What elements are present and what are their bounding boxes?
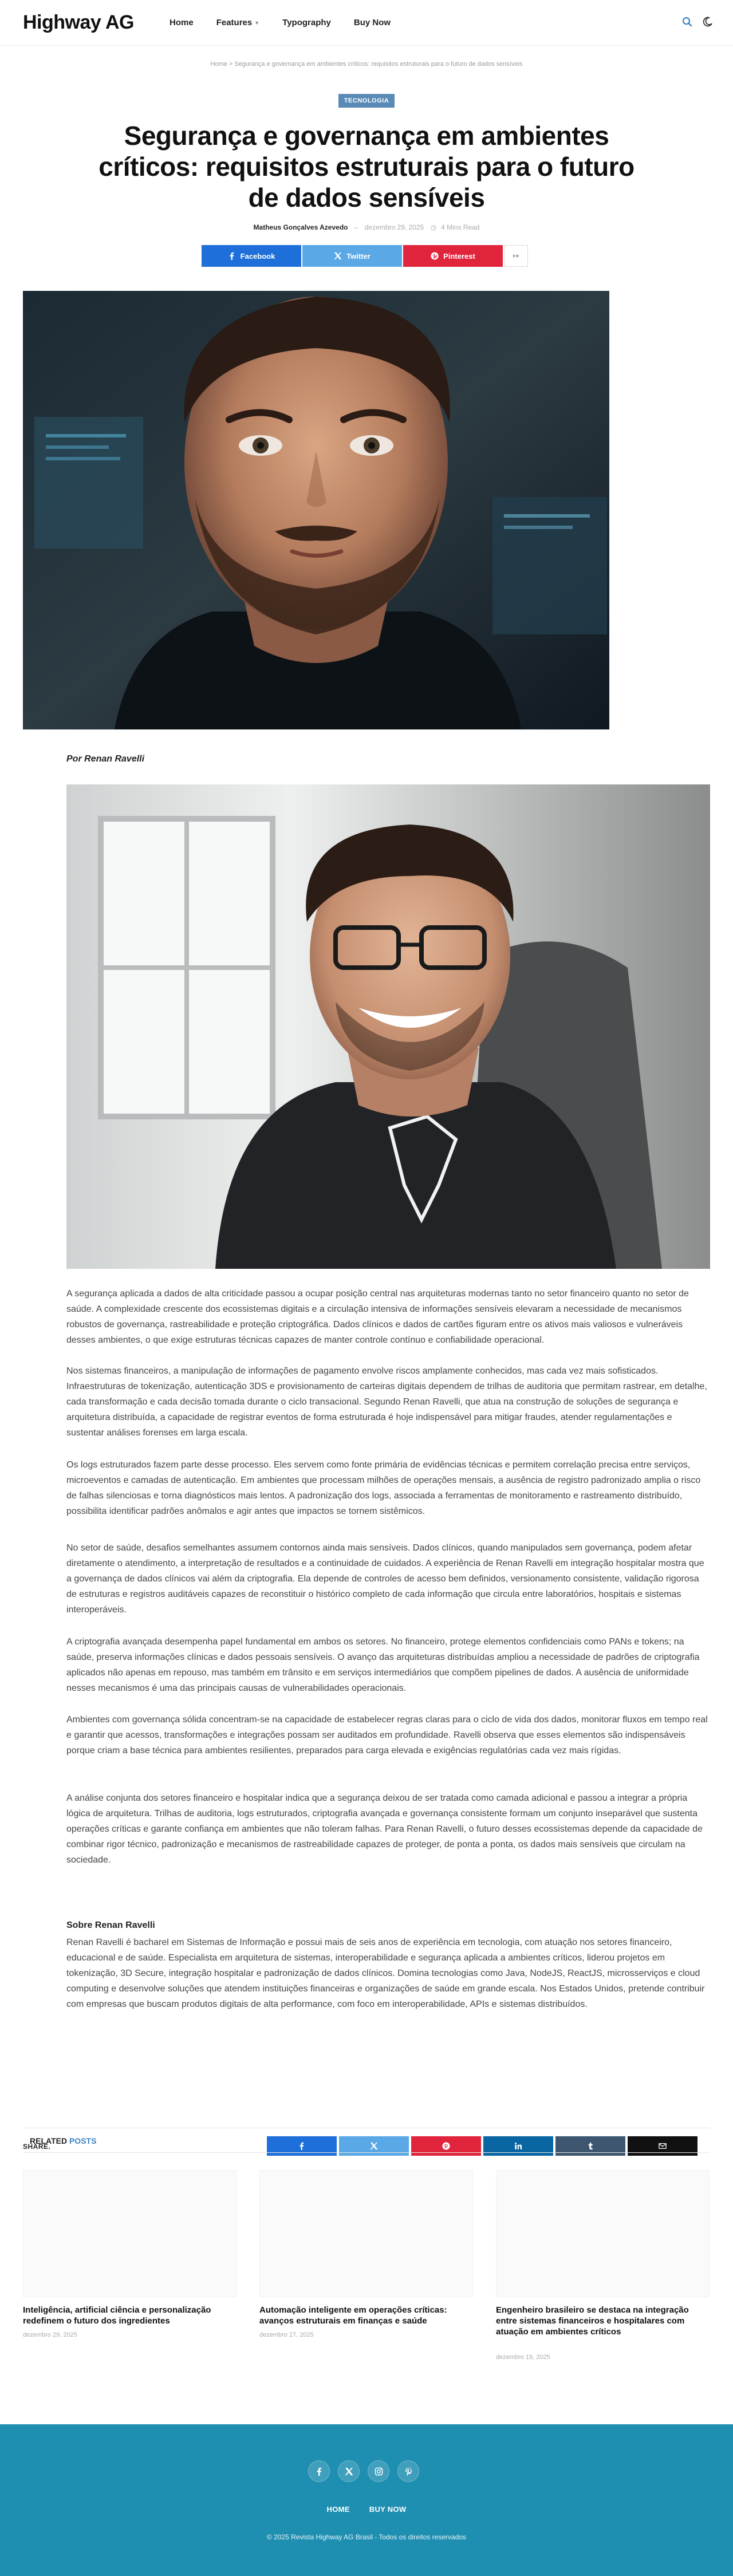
clock-icon: ◷ xyxy=(430,223,437,231)
footer-link-home[interactable]: HOME xyxy=(326,2505,350,2514)
hero-image xyxy=(23,291,609,729)
nav-features[interactable] xyxy=(216,18,259,27)
related-title-1[interactable]: Inteligência, artificial ciência e personalização redefinem o futuro dos ingredientes xyxy=(23,2305,211,2326)
footer-facebook-link[interactable] xyxy=(308,2460,330,2482)
nav-home[interactable]: Home xyxy=(170,18,194,27)
author-name[interactable]: Matheus Gonçalves Azevedo xyxy=(253,223,348,231)
nav-buy-now[interactable]: Buy Now xyxy=(353,18,391,27)
share-more-icon: ↦ xyxy=(513,251,519,260)
main-nav xyxy=(170,18,391,27)
footer-pinterest-link[interactable] xyxy=(397,2460,419,2482)
related-title-a: RELATED xyxy=(30,2136,68,2145)
pinterest-icon xyxy=(404,2467,413,2476)
share-twitter-label: Twitter xyxy=(346,251,371,261)
footer-links xyxy=(0,2505,733,2514)
facebook-icon xyxy=(228,252,236,260)
share-twitter-button[interactable] xyxy=(302,245,402,267)
article-paragraph-4: No setor de saúde, desafios semelhantes assumem contornos ainda mais sensíveis. Dados clínicos, quando manipulados sem governança, podem afetar diretamente o atendimento, a interpretação de resultados e a continuidade de cuidados. A experiência de Renan Ravelli em integração hospitalar mostra que a governança de dados clínicos vai além da criptografia. Ela depende de controles de acesso bem definidos, versionamento consistente, validação rigorosa de estruturas e registros auditáveis capazes de reconstituir o histórico completo de cada informação que circula entre laboratórios, hospitais e sistemas interoperáveis. xyxy=(66,1543,704,1615)
related-title-3[interactable]: Engenheiro brasileiro se destaca na integração entre sistemas financeiros e hospitalares com atuação em ambientes críticos xyxy=(496,2305,689,2337)
read-time: 4 Mins Read xyxy=(441,223,480,231)
article-paragraph-2: Nos sistemas financeiros, a manipulação de informações de pagamento envolve riscos amplamente conhecidos, mas cada vez mais sofisticados. Infraestruturas de tokenização, autenticação 3DS e provisionamento de carteiras digitais dependem de trilhas de auditoria que permitam rastrear, em detalhe, cada transformação e cada decisão tomada durante o ciclo transacional. Segundo Renan Ravelli, que atua na construção de soluções de segurança e arquitetura distribuída, a capacidade de registrar eventos de forma estruturada é hoje indispensável para mitigar fraudes, atender regulamentações e sustentar análises forenses em larga escala. xyxy=(66,1366,707,1438)
x-icon xyxy=(345,2467,353,2476)
nav-features-label: Features xyxy=(216,18,253,27)
instagram-icon xyxy=(375,2467,383,2476)
related-title-2[interactable]: Automação inteligente em operações críticas: avanços estruturais em finanças e saúde xyxy=(259,2305,447,2326)
share-facebook-button[interactable] xyxy=(202,245,301,267)
related-thumb-1[interactable] xyxy=(23,2170,237,2297)
related-date-2: dezembro 27, 2025 xyxy=(259,2332,314,2338)
nav-typography[interactable]: Typography xyxy=(282,18,331,27)
facebook-icon xyxy=(315,2467,324,2476)
about-title: Sobre Renan Ravelli xyxy=(66,1920,155,1930)
related-date-3: dezembro 19, 2025 xyxy=(496,2354,550,2361)
related-header xyxy=(23,2128,710,2153)
share-pinterest-label: Pinterest xyxy=(443,251,475,261)
about-text: Renan Ravelli é bacharel em Sistemas de Informação e possui mais de seis anos de experiência em tecnologia, com atuação nos setores financeiro, educacional e de saúde. Especialista em arquitetura de sistemas, interoperabilidade e segurança aplicada a ambientes críticos, liderou projetos em tokenização, 3D Secure, integração hospitalar e padronização de dados clínicos. Domina tecnologias como Java, NodeJS, ReactJS, microsserviços e cloud computing e desenvolve soluções que atendem instituições financeiras e organizações de saúde em grande escala. Nos Estados Unidos, pretende contribuir com empresas que buscam produtos digitais de alta performance, com foco em interoperabilidade, APIs e sistemas distribuídos. xyxy=(66,1938,705,2009)
site-footer xyxy=(0,2424,733,2576)
pinterest-icon xyxy=(431,252,439,260)
article-paragraph-5: A criptografia avançada desempenha papel fundamental em ambos os setores. No financeiro, protege elementos confidenciais como PANs e tokens; na saúde, preserva informações clínicas e dados pessoais sensíveis. O avanço das arquiteturas distribuídas ampliou a necessidade de padrões de criptografia aplicados não apenas em repouso, mas também em trânsito e em serviços intermediários que compõem pipelines de dados. A ausência de uniformidade nesses mecanismos é uma das principais causas de vulnerabilidades operacionais. xyxy=(66,1637,700,1693)
search-icon[interactable] xyxy=(681,16,693,27)
article-title: Segurança e governança em ambientes críticos: requisitos estruturais para o futuro de dados sensíveis xyxy=(98,121,635,212)
article-paragraph-3: Os logs estruturados fazem parte desse processo. Eles servem como fonte primária de evidências técnicas e permitem correlação precisa entre serviços, microeventos e camadas de autenticação. Em ambientes que processam milhões de operações mensais, a ausência de registro padronizado amplia o risco de falhas silenciosas e torna diagnósticos mais lentos. A padronização dos logs, associada a ferramentas de monitoramento e rastreamento distribuído, possibilita identificar padrões anômalos e agir antes que impactos se tornem sistêmicos. xyxy=(66,1460,701,1516)
article-paragraph-6: Ambientes com governança sólida concentram-se na capacidade de estabelecer regras claras para o ciclo de vida dos dados, monitorar fluxos em tempo real e garantir que acessos, transformações e integrações possam ser auditados em profundidade. Ravelli observa que esses elementos são indispensáveis porque criam a base técnica para ambientes resilientes, preparados para carga elevada e exigências regulatórias cada vez mais rígidas. xyxy=(66,1715,708,1756)
footer-x-link[interactable] xyxy=(338,2460,360,2482)
byline: Por Renan Ravelli xyxy=(66,754,145,764)
category-badge[interactable]: TECNOLOGIA xyxy=(338,94,395,108)
breadcrumb[interactable]: Home > Segurança e governança em ambientes críticos: requisitos estruturais para o futuro de dados sensíveis xyxy=(210,61,523,68)
article-date: dezembro 29, 2025 xyxy=(364,223,424,231)
share-facebook-label: Facebook xyxy=(240,251,275,261)
related-date-1: dezembro 29, 2025 xyxy=(23,2332,77,2338)
share-label: SHARE. xyxy=(23,2143,51,2151)
footer-instagram-link[interactable] xyxy=(368,2460,389,2482)
related-thumb-2[interactable] xyxy=(259,2170,473,2297)
chevron-down-icon: ▼ xyxy=(254,19,260,26)
meta-separator: – xyxy=(354,223,358,231)
author-photo-illustration xyxy=(66,784,710,1269)
portrait-illustration xyxy=(23,291,609,729)
site-logo[interactable]: Highway AG xyxy=(23,11,134,33)
article-paragraph-7: A análise conjunta dos setores financeiro e hospitalar indica que a segurança deixou de ser tratada como camada adicional e passou a integrar a própria lógica de arquitetura. Trilhas de auditoria, logs estruturados, criptografia avançada e governança consistente formam um conjunto inseparável que sustenta operações críticas e garante confiança em ambientes que não toleram falhas. Para Renan Ravelli, o futuro desses ecossistemas depende da capacidade de combinar rigor técnico, padronização e mecanismos de rastreabilidade capazes de proteger, de ponta a ponta, os dados mais sensíveis que circulam na sociedade. xyxy=(66,1793,703,1865)
related-title xyxy=(30,2136,96,2145)
author-photo xyxy=(66,784,710,1269)
x-icon xyxy=(334,252,342,260)
article-meta xyxy=(0,223,733,231)
share-bar-top xyxy=(202,245,528,267)
footer-social xyxy=(308,2460,419,2482)
dark-mode-icon[interactable] xyxy=(702,16,714,27)
footer-link-buy-now[interactable]: BUY NOW xyxy=(369,2505,407,2514)
share-more-button[interactable] xyxy=(504,245,528,267)
share-pinterest-button[interactable] xyxy=(403,245,503,267)
header-tools xyxy=(681,16,714,27)
related-title-b: POSTS xyxy=(69,2136,97,2145)
related-thumb-3[interactable] xyxy=(496,2170,710,2297)
article-paragraph-1: A segurança aplicada a dados de alta criticidade passou a ocupar posição central nas arquiteturas modernas tanto no setor financeiro quanto no setor de saúde. A complexidade crescente dos ecossistemas digitais e a circulação intensiva de informações sensíveis elevaram a necessidade de mecanismos robustos de governança, rastreabilidade e proteção criptográfica. Dados clínicos e dados de cartões figuram entre os ativos mais valiosos e vulneráveis desses ambientes, o que exige estruturas técnicas capazes de manter controle contínuo e confiabilidade operacional. xyxy=(66,1289,689,1345)
copyright: © 2025 Revista Highway AG Brasil - Todos os direitos reservados xyxy=(266,2533,467,2541)
